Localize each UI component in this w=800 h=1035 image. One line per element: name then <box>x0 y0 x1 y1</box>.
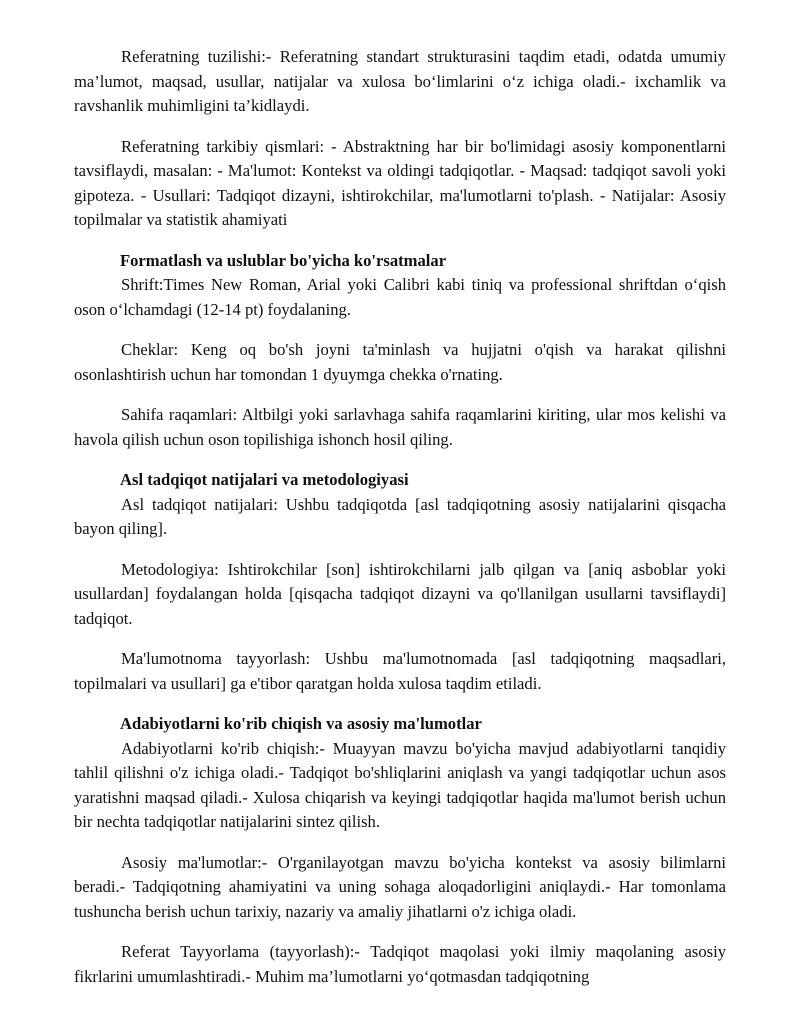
section-formatting <box>74 249 726 453</box>
paragraph-font: Shrift:Times New Roman, Arial yoki Calibri kabi tiniq va professional shriftdan o‘qish oson o‘lchamdagi (12-14 pt) foydalaning. <box>74 275 726 319</box>
paragraph-literature-review: Adabiyotlarni ko'rib chiqish:- Muayyan mavzu bo'yicha mavjud adabiyotlarni tanqidiy tahlil qilishni o'z ichiga oladi.- Tadqiqot bo'shliqlarini aniqlash va yangi tadqiqotlar uchun asos yaratishni maqsad qiladi.- Xulosa chiqarish va keyingi tadqiqotlar haqida ma'lumot berish uchun bir nechta tadqiqotlar natijalarini sintez qilish. <box>74 738 726 831</box>
paragraph-referat-components: Referatning tarkibiy qismlari: - Abstraktning har bir bo'limidagi asosiy komponentlarni tavsiflaydi, masalan: - Ma'lumot: Kontekst va oldingi tadqiqotlar. - Maqsad: tadqiqot savoli yoki gipoteza. - Usullari: Tadqiqot dizayni, ishtirokchilar, ma'lumotlarni to'plash. - Natijalar: Asosiy topilmalar va statistik ahamiyati <box>74 136 726 229</box>
paragraph-methodology: Metodologiya: Ishtirokchilar [son] ishtirokchilarni jalb qilgan va [aniq asboblar yoki usullardan] foydalangan holda [qisqacha tadqiqot dizayni va qo'llanilgan usullarni tavsiflaydi] tadqiqot. <box>74 559 726 628</box>
section-heading: Asl tadqiqot natijalari va metodologiyasi <box>120 470 409 489</box>
document-body <box>74 45 726 1005</box>
section-original-research <box>74 468 726 696</box>
section-heading: Adabiyotlarni ko'rib chiqish va asosiy ma'lumotlar <box>120 714 482 733</box>
paragraph-page-numbers: Sahifa raqamlari: Altbilgi yoki sarlavhaga sahifa raqamlarini kiriting, ular mos kelishi va havola qilish uchun oson topilishiga ishonch hosil qiling. <box>74 405 726 449</box>
paragraph-referat-preparation: Referat Tayyorlama (tayyorlash):- Tadqiqot maqolasi yoki ilmiy maqolaning asosiy fikrlarini umumlashtiradi.- Muhim ma’lumotlarni yo‘qotmasdan tadqiqotning <box>74 942 726 986</box>
paragraph-reference-preparation: Ma'lumotnoma tayyorlash: Ushbu ma'lumotnomada [asl tadqiqotning maqsadlari, topilmalari va usullari] ga e'tibor qaratgan holda xulosa taqdim etiladi. <box>74 649 726 693</box>
paragraph-referat-structure: Referatning tuzilishi:- Referatning standart strukturasini taqdim etadi, odatda umumiy ma’lumot, maqsad, usullar, natijalar va xulosa bo‘limlarini o‘z ichiga oladi.- ixchamlik va ravshanlik muhimligini ta’kidlaydi. <box>74 47 726 115</box>
section-literature-review <box>74 712 726 989</box>
paragraph-background: Asosiy ma'lumotlar:- O'rganilayotgan mavzu bo'yicha kontekst va asosiy bilimlarni beradi.- Tadqiqotning ahamiyatini va uning sohaga aloqadorligini aniqlaydi.- Har tomonlama tushuncha berish uchun tarixiy, nazariy va amaliy jihatlarni o'z ichiga oladi. <box>74 852 726 921</box>
section-heading: Formatlash va uslublar bo'yicha ko'rsatmalar <box>120 250 447 270</box>
paragraph-margins: Cheklar: Keng oq bo'sh joyni ta'minlash va hujjatni o'qish va harakat qilishni osonlashtirish uchun har tomondan 1 dyuymga chekka o'rnating. <box>74 340 726 384</box>
paragraph-original-findings: Asl tadqiqot natijalari: Ushbu tadqiqotda [asl tadqiqotning asosiy natijalarini qisqacha bayon qiling]. <box>74 494 726 538</box>
